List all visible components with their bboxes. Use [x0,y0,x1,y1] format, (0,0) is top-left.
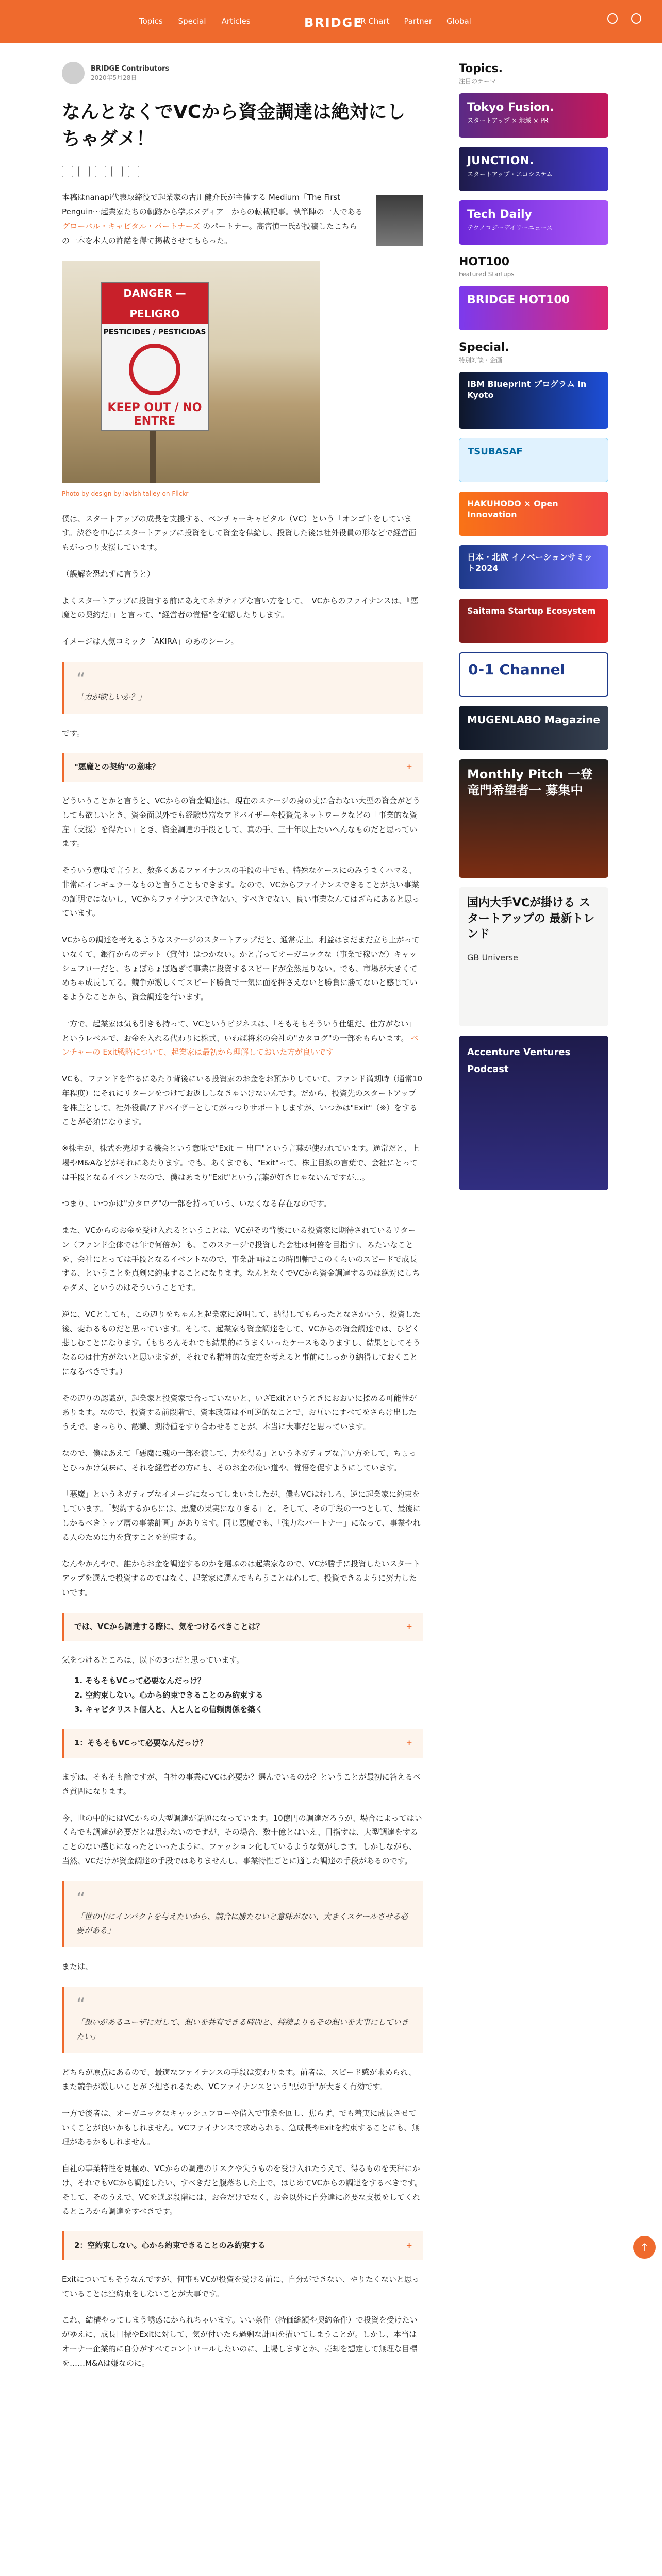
subsection-heading: 2：空約束しない。心から約束できることのみ約束する [74,2241,266,2250]
special-banner[interactable] [459,372,608,429]
banner-title: 日本・北欧 イノベーションサミット2024 [467,552,593,573]
paragraph: です。 [62,728,85,738]
quote-icon: “ [76,669,86,690]
sign-post [150,431,156,483]
warning-sign [101,282,209,431]
quote-text: 「想いがあるユーザに対して、想いを共有できる時間と、持続よりもその想いを大事にしていきたい」 [76,2017,409,2041]
author-portrait [376,195,423,246]
banner-title: MUGENLABO Magazine [467,713,600,726]
plus-icon: + [406,1738,412,1748]
banner-subtitle: テクノロジーデイリーニュース [467,224,553,232]
quote-text: 「世の中にインパクトを与えたいから、競合に勝たないと意味がない、大きくスケールさせる必要がある」 [76,1911,408,1936]
hot100-banner[interactable] [459,286,608,330]
section-heading-toggle[interactable] [62,1613,423,1641]
banner-subtitle: スタートアップ × 地域 × PR [467,117,549,125]
special-banner[interactable] [459,706,608,750]
special-heading: Special. [459,341,509,354]
sidebar [459,62,608,1199]
section-heading: "悪魔との契約"の意味？ [74,762,160,772]
banner-subtitle: スタートアップ・エコシステム [467,171,553,178]
publish-date: 2020年5月28日 [91,74,137,81]
banner-title: 0-1 Channel [468,660,566,678]
paragraph: どういうことかと言うと、VCからの資金調達は、現在のステージの身の丈に合わない大型の資金がどうしても欲しいとき、資金面以外でも経験豊富なアドバイザーや投資先ネットワークなどの「事業的な資産（支援）を得たい」とき、資金調達の手段として、真の手、三十年以上たいへんなものだと思っています。 [62,796,421,849]
moon-icon[interactable] [607,13,618,24]
paragraph: どちらが原点にあるので、最適なファイナンスの手段は変わります。前者は、スピード感が求められ、また競争が激しいことが予想されるため、VCファイナンスという"悪の手"が大きく有効です。 [62,2067,417,2092]
intro-link[interactable]: グローバル・キャピタル・パートナーズ [62,221,201,231]
paragraph: よくスタートアップに投資する前にあえてネガティブな言い方をして、「VCからのファイナンスは、『悪魔との契約だ』」と言って、"経営者の覚悟"を確認したりします。 [62,596,419,620]
paragraph [62,1017,423,1060]
nav-pr-chart[interactable]: PR Chart [356,16,390,26]
plus-icon: + [406,762,412,772]
special-banner[interactable] [459,759,608,878]
paragraph: なんやかんやで、誰からお金を調達するのかを選ぶのは起業家なので、VCが勝手に投資したいスタートアップを選んで投資するのではなく、起業家に選んでもらうことは心して、投資できるように努力したいです。 [62,1559,421,1597]
avatar[interactable] [62,62,85,84]
blockquote [62,662,423,714]
nav-special[interactable]: Special [178,16,206,26]
paragraph: Exitについてもそうなんですが、何事もVCが投資を受ける前に、自分ができない、やりたくないと思っていることは空約束をしないことが大事です。 [62,2274,420,2298]
nav-topics[interactable]: Topics [139,16,163,26]
paragraph: イメージは人気コミック「AKIRA」のあのシーン。 [62,637,239,647]
paragraph: （誤解を恐れずに言うと） [62,569,155,579]
paragraph: その辺りの認識が、起業家と投資家で合っていないと、いざExitというときにおおいに揉める可能性があります。なので、投資する前段階で、資本政策は不可逆的なことで、お互いにすべてをさらけ出したうえで、きっちり、認識、期待値をすり合わせることが、本当に大事だと思っています。 [62,1393,417,1432]
list-item: 2. 空約束しない。心から約束できることのみ約束する [74,1690,263,1700]
nav-global[interactable]: Global [446,16,471,26]
banner-title: Tokyo Fusion. [467,100,554,114]
author-row [62,62,423,84]
plus-icon: + [406,1621,412,1631]
special-banner[interactable] [459,652,608,697]
banner-title: Tech Daily [467,208,532,221]
search-icon[interactable] [631,13,641,24]
paragraph: まずは、そもそも論ですが、自社の事業にVCは必要か？選んでいるのか？ということが最初に答えるべき質問になります。 [62,1772,421,1796]
paragraph: 気をつけるところは、以下の3つだと思っています。 [62,1655,244,1665]
nav-articles[interactable]: Articles [221,16,251,26]
sign-keep-out: KEEP OUT / NO ENTRE [107,401,202,428]
intro-text-1: 本稿はnanapi代表取締役で起業家の古川健介氏が主催する Medium「The First Penguin〜起業家たちの軌跡から学ぶメディア」からの転載記事。執筆陣の一人である [62,193,363,217]
image-caption[interactable]: Photo by design by lavish talley on Flickr [62,490,189,498]
x-share-icon[interactable] [78,166,90,177]
paragraph: そういう意味で言うと、数多くあるファイナンスの手段の中でも、特殊なケースにのみうまくハマる、非常にイレギュラーなものと言うこともできます。なので、VCからファイナンスできることが良い事業の証明ではないし、VCからファイナンスできない、すべきでない、良い事業なんてはざらにあると思っています。 [62,866,420,918]
author-name[interactable]: BRIDGE Contributors [91,64,170,73]
paragraph: VCも、ファンドを作るにあたり背後にいる投資家のお金をお預かりしていて、ファンド満期時（通常10年程度）にそれにリターンをつけてお返ししなきゃいけないんです。だから、投資先のスタートアップを株主として、社外役員/アドバイザーとしてがっつりサポートしますが、いつかは"Exit"（※）をすることが必須になります。 [62,1074,422,1127]
paragraph: または、 [62,1962,93,1972]
paragraph: 自社の事業特性を見極め、VCからの調達のリスクや失うものを受け入れたうえで、得るものを天秤にかけ、それでもVCから調達したい、すべきだと腹落ちした上で、はじめてVCからの調達をするべきです。そして、そのうえで、VCを選ぶ段階には、お金だけでなく、お金以外に自分達に必要な支援をしてくれるところから調達をすべきです。 [62,2164,423,2216]
banner-title: BRIDGE HOT100 [467,294,570,307]
topic-banner-tokyo-fusion[interactable] [459,93,608,138]
banner-title: Monthly Pitch 一登竜門希望者一 募集中 [467,767,593,798]
topic-banner-junction[interactable] [459,147,608,191]
trend-ad-title: 国内大手VCが掛ける スタートアップの 最新トレンド [467,896,595,941]
quote-icon: “ [76,1888,86,1909]
intro [62,191,423,248]
article [62,62,423,2370]
special-banner[interactable] [459,599,608,643]
site-logo[interactable]: BRIDGE [304,15,363,30]
blockquote [62,1987,423,2054]
facebook-share-icon[interactable] [111,166,123,177]
sign-danger: DANGER — PELIGRO [102,283,208,324]
banner-title: JUNCTION. [467,154,534,167]
nav-left [139,14,251,29]
banner-title: IBM Blueprint プログラム in Kyoto [467,379,587,400]
paragraph: なので、僕はあえて「悪魔に魂の一部を渡して、力を得る」というネガティブな言い方をして、ちょっとひっかけ気味に、それを経営者の方にも、そのお金の使い道や、覚悟を促すようにしています。 [62,1448,417,1472]
topics-heading: Topics. [459,62,503,75]
paragraph: また、VCからのお金を受け入れるということは、VCがその背後にいる投資家に期待されているリターン（ファンド全体では年で何倍か）も、このステージで投資した会社は何倍を目指す」、みたいなことを、会社にとっては手段となるイベントなので、事業計画はこの時間軸でこのくらいのスピードで成長する、ということを真剣に約束することになります。なんとなくでVCから資金調達するのは絶対にしちゃダメ、というのはそういうことです。 [62,1226,420,1293]
trend-ad[interactable] [459,887,608,1026]
special-subheading: 特別対談・企画 [459,356,503,364]
subsection-heading: 1：そもそもVCって必要なんだっけ？ [74,1738,208,1748]
hatena-share-icon[interactable] [95,166,106,177]
subsection-heading-toggle[interactable] [62,1729,423,1758]
paragraph: ※株主が、株式を売却する機会という意味で"Exit ＝ 出口"という言葉が使われています。通常だと、上場やM&Aなどがそれにあたります。でも、あくまでも、"Exit"って、株主目線の言葉で、会社にとっては手段となるイベントなので、僕はあまり"Exit"という言葉が好きじゃないんですが…。 [62,1144,420,1182]
intro-text [62,191,364,248]
banner-title: HAKUHODO × Open Innovation [467,498,558,519]
paragraph: 一方で後者は、オーガニックなキャッシュフローや借入で事業を回し、焦らず、でも着実に成長させていくことが良いかもしれません。VCファイナンスで求められる、急成長やExitを約束することにも、無理があるかもしれません。 [62,2108,420,2147]
share-buttons [62,166,423,177]
linkedin-share-icon[interactable] [128,166,139,177]
blockquote [62,1881,423,1948]
special-banner[interactable] [459,438,608,482]
podcast-ad[interactable] [459,1036,608,1190]
header-icons [607,13,641,24]
banner-title: TSUBASAF [468,446,523,457]
paragraph: 逆に、VCとしても、この辺りをちゃんと起業家に説明して、納得してもらったとなさかいう、投資した後、変わるものだと思っています。そして、起業家も資金調達をして、VCからの資金調達では、ひどく悲しむことになります。（もちろんそれでも結果的にうまくいったケースもありますし、結果としてそうなるのは仕方がないと思いますが、それでも精神的な安定を考えると事前にしっかり納得しておくことになるべきです。） [62,1309,421,1376]
banner-title: Saitama Startup Ecosystem [467,605,596,616]
article-title: なんとなくでVCから資金調達は絶対にしちゃダメ！ [62,101,406,150]
paragraph: 「悪魔」というネガティブなイメージになってしまいましたが、僕もVCはむしろ、逆に起業家に約束をしています。「契約するからには、悪魔の果実になりきる」と。そして、その手段の一つとして、最後にしかるべきトップ層の事業計画」があります。同じ悪魔でも、「強力なパートナー」になって、事業やれる人のために力を貸すことを約束する。 [62,1489,421,1542]
site-header [0,0,662,43]
section-heading: では、VCから調達する際に、気をつけるべきことは？ [74,1621,264,1631]
paragraph: つまり、いつかは"カタログ"の一部を持っていう、いなくなる存在なのです。 [62,1199,332,1209]
paragraph: 僕は、スタートアップの成長を支援する、ベンチャーキャピタル（VC）という「オンゴトをしています。渋谷を中心にスタートアップに投資をして資金を供給し、投資した後は社外役員の形などで経営面もがっつり支援しています。 [62,514,417,552]
quote-text: 「力が欲しいか？」 [76,692,146,702]
quote-icon: “ [76,1994,86,2015]
intro-text-2: のパートナー。高宮慎一氏が投稿したこちらの一本を本人の許諾を得て掲載させてもらった。 [62,221,357,245]
nav-partner[interactable]: Partner [404,16,432,26]
paragraph: VCからの調達を考えるようなステージのスタートアップだと、通常売上、利益はまだまだ立ち上がっていなくて、銀行からのデット（貸付）はつかない。かと言ってオーガニックな（事業で稼いだ）キャッシュフローだと、ちょぼちょぼ過ぎて事業に投資するスピードが全然足りない。でも、市場が大きくてめちゃ成長してる。競争が激しくてスピード勝負で一気に面を押さえないと勝負に勝てないと感じているようなことから、資金調達を行います。 [62,935,420,1002]
special-banner[interactable] [459,492,608,536]
subsection-heading-toggle[interactable] [62,2231,423,2260]
podcast-ad-title: Accenture Ventures Podcast [467,1046,571,1075]
link-share-icon[interactable] [62,166,73,177]
paragraph: 今、世の中的にはVCからの大型調達が話題になっています。10億円の調達だろうが、場合によってはいくらでも調達が必要だとは思わないのですが、その場合、数十億とはいえ、目指すは、大型調達をすることのない感じになったといったように、ファッション化しているような気がします。しかしながら、当然、VCだけが資金調達の手段ではありませんし、事業特性ごとに適した調達の手段があるのです。 [62,1813,422,1866]
special-banner[interactable] [459,545,608,589]
numbered-list [62,1674,423,1717]
section-heading-toggle[interactable] [62,753,423,782]
hero-image [62,261,320,483]
hot100-heading: HOT100 [459,255,510,268]
plus-icon: + [406,2241,412,2250]
hot100-subheading: Featured Startups [459,270,515,278]
paragraph-text: 一方で、起業家は気も引きも持って、VCというビジネスは、「そもそもそういう仕組だ、仕方がない」というレベルで、お金を入れる代わりに株式、いわば将来の会社の"カタログ"の一部をもらいます。 [62,1019,417,1043]
trend-ad-subtitle: GB Universe [467,953,518,963]
nav-right [356,14,471,29]
topic-banner-tech-daily[interactable] [459,200,608,245]
topics-subheading: 注目のテーマ [459,77,496,85]
inline-link[interactable]: ベンチャーの Exit戦略について、起業家は最初から理解しておいた方が良いです [62,1033,419,1057]
list-item: 1. そもそもVCって必要なんだっけ？ [74,1676,205,1686]
paragraph: これ、結構やってしまう誘惑にかられちゃいます。いい条件（特価総額や契約条件）で投資を受けたいがゆえに、成長目標やExitに対して、気が付いたら過剰な計画を描いてしまうことが。しかし、本当はオーナー企業的に自分がすべてコントロールしたいのに、上場しますとか、売却を想定して無理な目標を……M&Aは嫌なのに。 [62,2315,418,2368]
chevron-up-icon[interactable]: ↑ [633,2236,656,2259]
no-entry-icon [129,344,180,395]
list-item: 3. キャピタリスト個人と、人と人との信頼関係を築く [74,1704,263,1714]
sign-pesticides: PESTICIDES / PESTICIDAS [103,328,206,337]
